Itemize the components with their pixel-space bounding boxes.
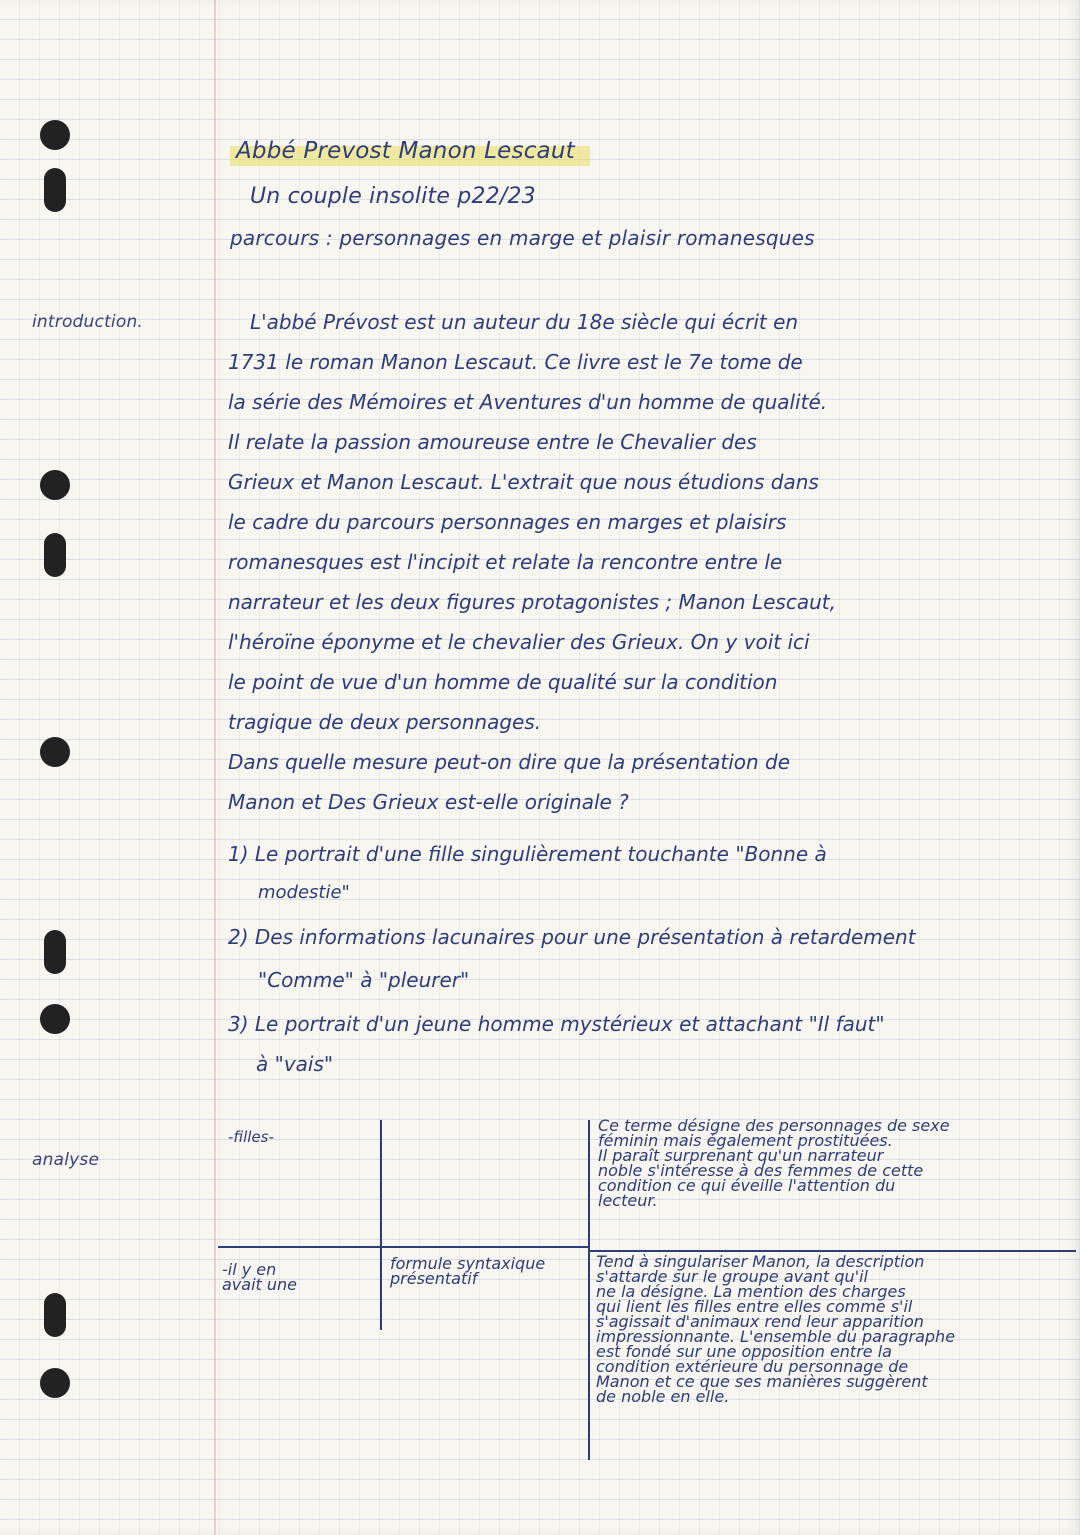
interpretation-line: Il paraît surprenant qu'un narrateur [598, 1146, 884, 1165]
quote-text: -filles- [228, 1128, 274, 1146]
binder-hole [40, 1368, 70, 1398]
interpretation-line: condition extérieure du personnage de [596, 1357, 909, 1376]
table-cell-process [390, 1256, 545, 1286]
table-cell-interpretation [596, 1254, 955, 1404]
text-line: la série des Mémoires et Aventures d'un homme de qualité. [228, 390, 828, 414]
margin-note-analyse: analyse [32, 1150, 100, 1170]
interpretation-line: s'attarde sur le groupe avant qu'il [596, 1267, 868, 1286]
text-line: tragique de deux personnages. [228, 710, 542, 734]
text-line: romanesques est l'incipit et relate la rencontre entre le [228, 550, 783, 574]
table-cell-quote [228, 1130, 274, 1145]
text-line: le point de vue d'un homme de qualité sur la condition [228, 670, 778, 694]
plan-part-2: 2) Des informations lacunaires pour une présentation à retardement [228, 925, 916, 949]
text-line: Grieux et Manon Lescaut. L'extrait que nous étudions dans [228, 470, 819, 494]
plan-part-2-quote: "Comme" à "pleurer" [258, 968, 470, 992]
binder-hole [44, 533, 66, 577]
margin-note-introduction: introduction. [32, 312, 144, 332]
binder-hole [40, 1004, 70, 1034]
parcours-line: parcours : personnages en marge et plaisir romanesques [230, 226, 815, 250]
interpretation-line: lecteur. [598, 1191, 658, 1210]
page-subtitle: Un couple insolite p22/23 [250, 184, 536, 209]
text-line: narrateur et les deux figures protagonistes ; Manon Lescaut, [228, 590, 836, 614]
interpretation-line: de noble en elle. [596, 1387, 730, 1406]
plan-part-3-quote: à "vais" [256, 1052, 334, 1076]
interpretation-line: qui lient les filles entre elles comme s'il [596, 1297, 913, 1316]
page-title: Abbé Prevost Manon Lescaut [236, 138, 575, 164]
interpretation-line: s'agissait d'animaux rend leur apparition [596, 1312, 924, 1331]
binder-hole [44, 168, 66, 212]
text-line: l'héroïne éponyme et le chevalier des Grieux. On y voit ici [228, 630, 810, 654]
table-cell-quote [222, 1262, 297, 1292]
text-line: Il relate la passion amoureuse entre le Chevalier des [228, 430, 757, 454]
binder-hole [40, 120, 70, 150]
interpretation-line: Tend à singulariser Manon, la description [596, 1252, 925, 1271]
quote-text: -il y en [222, 1260, 277, 1279]
binder-hole [44, 930, 66, 974]
interpretation-line: ne la désigne. La mention des charges [596, 1282, 906, 1301]
interpretation-line: Ce terme désigne des personnages de sexe [598, 1116, 950, 1135]
process-text: formule syntaxique [390, 1254, 546, 1273]
text-line: le cadre du parcours personnages en marges et plaisirs [228, 510, 787, 534]
text-line: L'abbé Prévost est un auteur du 18e siècle qui écrit en [250, 310, 799, 334]
margin-line [214, 0, 216, 1535]
plan-part-3: 3) Le portrait d'un jeune homme mystérieux et attachant "Il faut" [228, 1012, 885, 1036]
table-cell-interpretation [598, 1118, 950, 1208]
interpretation-line: impressionnante. L'ensemble du paragraphe [596, 1327, 956, 1346]
process-text: présentatif [390, 1269, 478, 1288]
binder-hole [44, 1293, 66, 1337]
plan-part-1-quote: modestie" [258, 882, 350, 903]
interpretation-line: condition ce qui éveille l'attention du [598, 1176, 896, 1195]
quote-text: avait une [222, 1275, 298, 1294]
problematique-line: Manon et Des Grieux est-elle originale ? [228, 790, 629, 814]
plan-part-1: 1) Le portrait d'une fille singulièrement touchante "Bonne à [228, 842, 827, 866]
table-column-divider [380, 1120, 382, 1330]
interpretation-line: féminin mais également prostituées. [598, 1131, 893, 1150]
text-line: 1731 le roman Manon Lescaut. Ce livre est le 7e tome de [228, 350, 803, 374]
interpretation-line: noble s'intéresse à des femmes de cette [598, 1161, 924, 1180]
interpretation-line: Manon et ce que ses manières suggèrent [596, 1372, 928, 1391]
interpretation-line: est fondé sur une opposition entre la [596, 1342, 892, 1361]
binder-hole [40, 737, 70, 767]
table-row-divider [218, 1246, 590, 1248]
problematique-line: Dans quelle mesure peut-on dire que la présentation de [228, 750, 791, 774]
table-column-divider [588, 1120, 590, 1460]
binder-hole [40, 470, 70, 500]
